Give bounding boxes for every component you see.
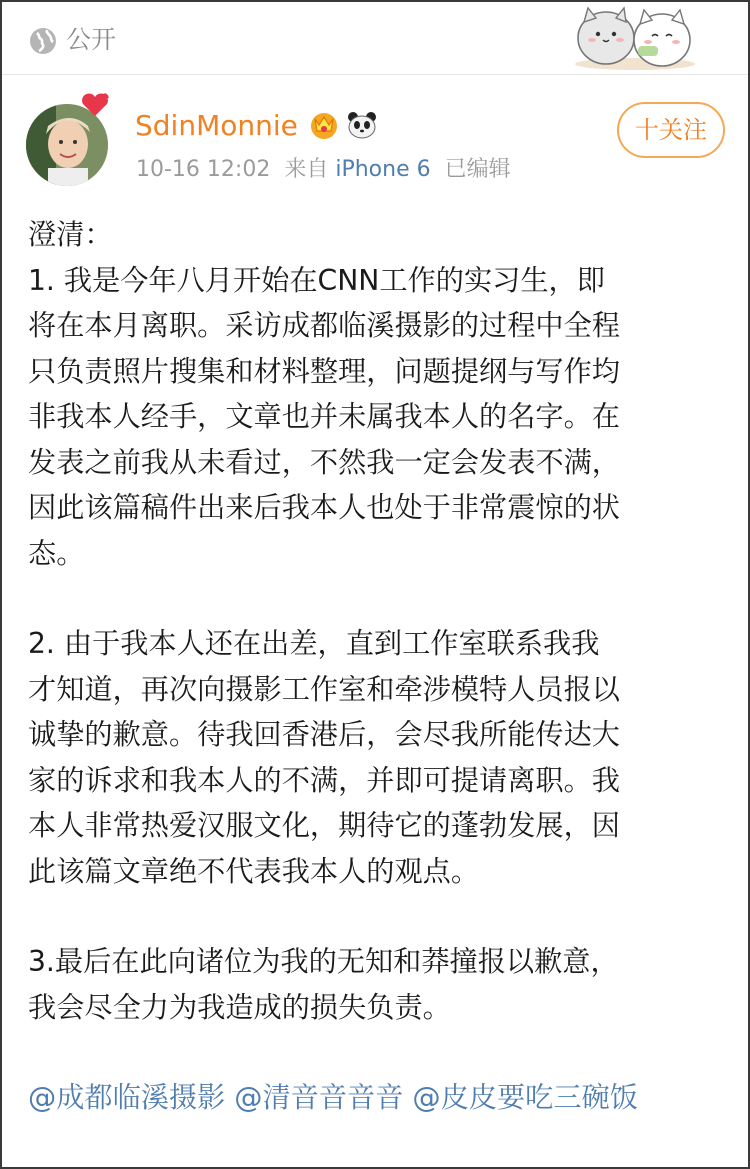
post-time: 10-16 12:02 bbox=[136, 157, 271, 182]
mentions-line bbox=[28, 1075, 732, 1121]
crown-vip-icon bbox=[307, 109, 341, 141]
follow-button[interactable]: 十关注 bbox=[617, 102, 725, 158]
edited-label: 已编辑 bbox=[444, 157, 511, 182]
cat-sticker-icon bbox=[568, 2, 702, 72]
mention-link[interactable]: @成都临溪摄影 bbox=[28, 1081, 226, 1114]
source-link[interactable]: iPhone 6 bbox=[335, 157, 431, 182]
username[interactable]: SdinMonnie bbox=[135, 109, 298, 142]
paragraph-1-line: 1. 我是今年八月开始在CNN工作的实习生，即 bbox=[28, 263, 605, 297]
top-bar bbox=[2, 2, 748, 75]
mention-link[interactable]: @皮皮要吃三碗饭 bbox=[412, 1081, 638, 1114]
post-meta bbox=[136, 154, 511, 186]
panda-icon bbox=[345, 109, 379, 141]
post-heading: 澄清： bbox=[28, 218, 113, 251]
paragraph-2-line: 2. 由于我本人还在出差，直到工作室联系我我 bbox=[28, 627, 600, 660]
heart-icon bbox=[80, 92, 110, 118]
paragraph-1-line: 非我本人经手，文章也并未属我本人的名字。在 bbox=[28, 400, 620, 433]
paragraph-2-line: 才知道，再次向摄影工作室和牵涉模特人员报以 bbox=[28, 672, 620, 706]
paragraph-3-line: 3.最后在此向诸位为我的无知和莽撞报以歉意， bbox=[28, 945, 619, 978]
paragraph-2-line: 此该篇文章绝不代表我本人的观点。 bbox=[28, 854, 480, 888]
mention-link[interactable]: @清音音音音 bbox=[234, 1081, 404, 1114]
from-label: 来自 bbox=[284, 157, 329, 182]
paragraph-3-line: 我会尽全力为我造成的损失负责。 bbox=[28, 990, 451, 1024]
paragraph-1-line: 态。 bbox=[28, 536, 85, 570]
paragraph-1-line: 因此该篇稿件出来后我本人也处于非常震惊的状 bbox=[28, 491, 620, 524]
paragraph-2-line: 诚挚的歉意。待我回香港后，会尽我所能传达大 bbox=[28, 718, 620, 751]
paragraph-1-line: 只负责照片搜集和材料整理，问题提纲与写作均 bbox=[28, 354, 620, 388]
paragraph-2-line: 家的诉求和我本人的不满，并即可提请离职。我 bbox=[28, 763, 620, 797]
paragraph-1-line: 将在本月离职。采访成都临溪摄影的过程中全程 bbox=[28, 309, 620, 342]
post-content bbox=[28, 212, 732, 1121]
globe-icon bbox=[28, 26, 58, 56]
visibility-label: 公开 bbox=[66, 25, 117, 54]
paragraph-1-line: 发表之前我从未看过，不然我一定会发表不满， bbox=[28, 445, 620, 479]
paragraph-2-line: 本人非常热爱汉服文化，期待它的蓬勃发展，因 bbox=[28, 809, 620, 842]
